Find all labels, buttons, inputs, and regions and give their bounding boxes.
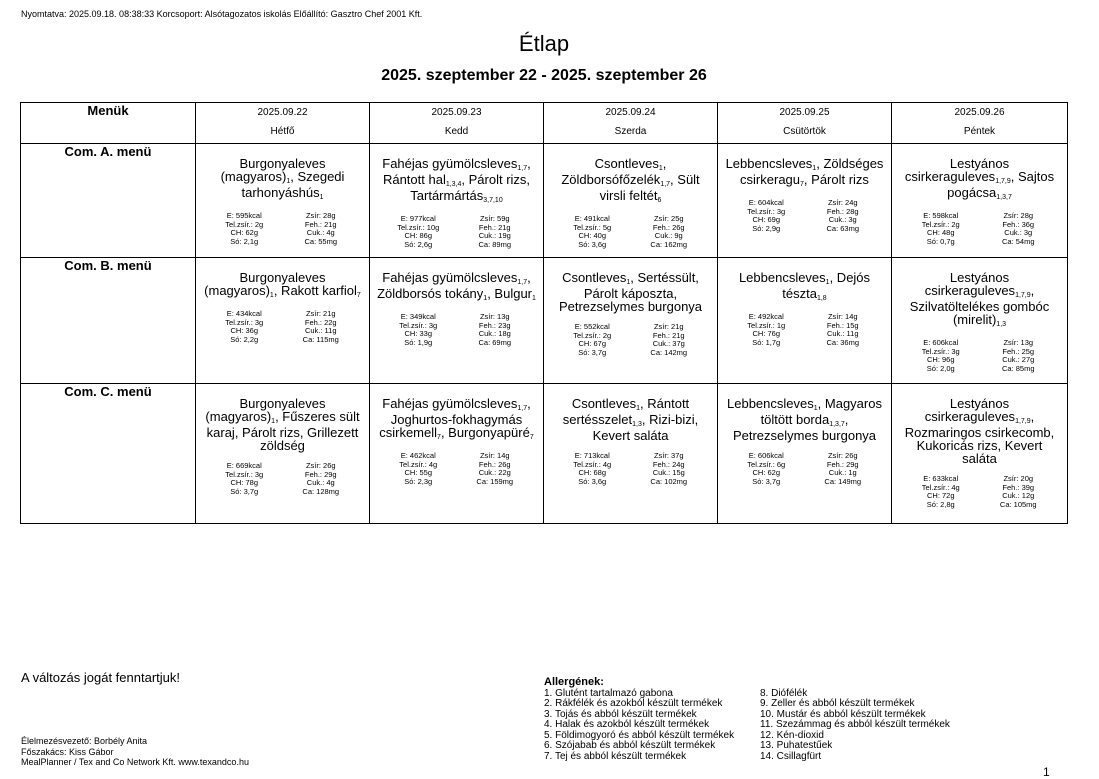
nutrition-value: Feh.: 26g [478, 459, 511, 469]
nutrition-value: Só: 1,9g [404, 337, 433, 347]
dish-name: , Magyaros töltött borda [760, 396, 882, 427]
nutrition-value: E: 606kcal [923, 338, 959, 347]
print-info-line: Nyomtatva: 2025.09.18. 08:38:33 Korcsoport: Alsótagozatos iskolás Előállító: Gasztro Chef 2001 Kft. [21, 9, 423, 19]
allergen-item: 13. Puhatestűek [760, 740, 833, 751]
nutrition-value: Zsír: 14g [827, 312, 858, 321]
dish-name: Csontleves [571, 396, 637, 411]
nutrition-facts [892, 339, 1067, 373]
dish-text [718, 271, 891, 303]
nutrition-value: Zsír: 21g [305, 309, 336, 318]
nutrition-value: Cuk.: 9g [654, 231, 683, 240]
menu-row [21, 384, 1068, 524]
nutrition-value: E: 492kcal [748, 312, 784, 321]
allergen-item: 10. Mustár és abból készült termékek [760, 708, 926, 720]
dish-name: , Sült virsli feltét [599, 172, 700, 203]
nutrition-value: Zsír: 26g [827, 451, 858, 460]
dish-name: Csontleves [562, 270, 627, 285]
dish-text [370, 397, 543, 442]
allergen-codes: 1 [269, 292, 274, 299]
nutrition-value: E: 606kcal [748, 451, 784, 460]
nutrition-facts [544, 323, 717, 357]
dish-text [370, 157, 543, 205]
nutrition-value: Só: 3,6g [578, 476, 607, 486]
nutrition-value: Tel.zsír.: 6g [747, 459, 786, 469]
nutrition-value: E: 595kcal [226, 211, 262, 220]
nutrition-value: Ca: 128mg [302, 486, 340, 496]
nutrition-value: Ca: 85mg [1001, 363, 1035, 373]
allergen-codes: 7 [800, 181, 804, 188]
nutrition-value: Feh.: 15g [826, 320, 859, 330]
nutrition-value: Só: 0,7g [926, 236, 955, 246]
staff-line: Főszakács: Kiss Gábor [21, 746, 114, 757]
nutrition-value: Zsír: 28g [305, 211, 336, 220]
nutrition-facts [196, 212, 369, 246]
day-date: 2025.09.24 [605, 107, 656, 118]
allergen-codes: 1 [813, 405, 818, 412]
dish-name: Lestyános csirkeraguleves [924, 270, 1016, 298]
nutrition-value: E: 349kcal [400, 312, 436, 321]
dish-text [544, 271, 717, 313]
nutrition-value: Zsír: 28g [1003, 211, 1034, 220]
nutrition-value: Tel.zsír.: 10g [397, 222, 440, 232]
nutrition-facts [370, 452, 543, 486]
nutrition-value: CH: 68g [578, 468, 606, 477]
dish-name: , Rizi-bizi, Kevert saláta [592, 412, 699, 443]
nutrition-value: Cuk.: 1g [828, 468, 857, 477]
nutrition-value: Cuk.: 15g [652, 468, 685, 477]
nutrition-value: Feh.: 21g [478, 222, 511, 232]
menu-label: Com. B. menü [21, 258, 196, 384]
nutrition-value: Cuk.: 19g [478, 231, 511, 240]
menu-cell [370, 258, 544, 384]
dish-name: Fahéjas gyümölcsleves [382, 396, 518, 411]
dish-text [370, 271, 543, 303]
allergen-codes: 1,7 [517, 279, 528, 286]
nutrition-value: Cuk.: 3g [1004, 228, 1033, 237]
dish-name: , Párolt rizs, Tartármártás [410, 172, 531, 203]
menu-cell [892, 384, 1068, 524]
dish-name: , Zöldborsós tokány [377, 270, 531, 301]
allergen-codes: 7 [437, 434, 441, 441]
nutrition-value: Feh.: 26g [652, 222, 685, 232]
day-header [370, 103, 544, 144]
allergen-codes: 1,3,4 [445, 181, 462, 188]
allergen-item: 11. Szezámmag és abból készült termékek [760, 719, 950, 730]
allergen-column-right [760, 689, 976, 763]
nutrition-value: Cuk.: 11g [826, 329, 859, 338]
menu-cell [196, 384, 370, 524]
day-date: 2025.09.23 [431, 107, 482, 118]
allergen-codes: 1 [483, 295, 488, 302]
day-header [544, 103, 718, 144]
allergen-codes: 6 [657, 197, 662, 204]
dish-name: , Joghurtos-fokhagymás csirkemell [379, 396, 531, 440]
allergen-item: 1. Glutént tartalmazó gabona [544, 687, 673, 699]
dish-name: , Zöldborsófőzelék [561, 156, 667, 187]
allergen-item: 4. Halak és azokból készült termékek [544, 719, 710, 730]
nutrition-value: CH: 69g [752, 215, 780, 224]
nutrition-value: Cuk.: 11g [304, 326, 337, 335]
allergen-codes: 1 [271, 418, 276, 425]
nutrition-value: E: 434kcal [226, 309, 262, 318]
nutrition-value: Cuk.: 3g [828, 215, 857, 224]
nutrition-value: Cuk.: 4g [306, 478, 335, 487]
dish-name: , Sajtos pogácsa [947, 169, 1055, 200]
allergen-item: 5. Földimogyoró és abból készült termékek [544, 729, 735, 741]
nutrition-value: Tel.zsír.: 3g [921, 346, 960, 356]
nutrition-value: Só: 3,7g [752, 476, 781, 486]
nutrition-value: Ca: 159mg [476, 476, 514, 486]
day-name: Szerda [614, 126, 647, 137]
day-header [196, 103, 370, 144]
nutrition-value: Zsír: 59g [479, 214, 510, 223]
menu-row [21, 258, 1068, 384]
nutrition-value: Zsír: 14g [479, 451, 510, 460]
nutrition-value: Feh.: 29g [826, 459, 859, 469]
nutrition-value: Feh.: 24g [652, 459, 685, 469]
nutrition-value: Cuk.: 27g [1002, 355, 1035, 364]
day-date: 2025.09.26 [954, 107, 1005, 118]
allergen-item: 9. Zeller és abból készült termékek [760, 698, 915, 709]
page-title: Étlap [518, 31, 570, 56]
nutrition-facts [718, 199, 891, 233]
nutrition-value: Cuk.: 37g [652, 339, 685, 348]
allergen-item: 14. Csillagfürt [760, 750, 822, 762]
allergen-codes: 7 [356, 292, 361, 299]
menu-cell [544, 384, 718, 524]
allergen-item: 8. Diófélék [760, 687, 808, 699]
dish-name: , Dejós tészta [782, 270, 871, 301]
day-date: 2025.09.22 [257, 107, 308, 118]
dish-name: , Fűszeres sült karaj, Párolt rizs, Grillezett zöldség [206, 409, 360, 453]
nutrition-value: E: 669kcal [226, 461, 262, 470]
nutrition-value: Feh.: 29g [304, 469, 337, 479]
nutrition-value: CH: 62g [230, 228, 258, 237]
nutrition-value: Tel.zsír.: 4g [573, 459, 612, 469]
nutrition-value: E: 598kcal [923, 211, 959, 220]
nutrition-value: CH: 48g [926, 228, 955, 237]
dish-name: Lebbencsleves [727, 396, 814, 411]
allergen-codes: 1,3,7 [829, 421, 845, 428]
nutrition-value: Tel.zsír.: 3g [225, 317, 264, 327]
dish-text [892, 397, 1067, 465]
nutrition-value: Feh.: 36g [1002, 219, 1035, 229]
day-date: 2025.09.25 [779, 107, 830, 118]
nutrition-value: CH: 36g [230, 326, 258, 335]
nutrition-value: Feh.: 28g [826, 206, 859, 216]
nutrition-value: Só: 3,7g [230, 486, 259, 496]
allergen-item: 3. Tojás és abból készült termékek [544, 708, 697, 720]
nutrition-value: Tel.zsír.: 1g [747, 320, 786, 330]
allergen-item: 12. Kén-dioxid [760, 729, 824, 741]
dish-name: , Rozmaringos csirkecomb, Kukoricás rizs, Kevert saláta [904, 409, 1055, 466]
menu-cell [892, 144, 1068, 258]
dish-name: Burgonyaleves (magyaros) [205, 396, 326, 424]
nutrition-value: CH: 55g [404, 468, 432, 477]
menu-cell [718, 258, 892, 384]
nutrition-value: Ca: 142mg [650, 347, 688, 357]
nutrition-value: Tel.zsír.: 3g [747, 206, 786, 216]
dish-name: , Párolt rizs [803, 172, 869, 187]
allergen-item: 7. Tej és abból készült termékek [544, 750, 687, 762]
nutrition-value: Ca: 55mg [304, 236, 338, 246]
dish-name: , Rántott sertésszelet [562, 396, 690, 427]
nutrition-value: Ca: 89mg [478, 239, 512, 249]
dish-text [892, 157, 1067, 202]
nutrition-value: Só: 2,6g [404, 239, 433, 249]
allergen-codes: 7 [529, 434, 534, 441]
nutrition-value: Zsír: 26g [305, 461, 336, 470]
nutrition-facts [370, 313, 543, 347]
allergen-codes: 1,3 [632, 421, 642, 428]
nutrition-value: Zsír: 20g [1003, 474, 1034, 483]
nutrition-value: Cuk.: 22g [478, 468, 511, 477]
menu-cell [892, 258, 1068, 384]
nutrition-value: CH: 78g [230, 478, 258, 487]
nutrition-value: Zsír: 37g [653, 451, 684, 460]
allergen-codes: 1 [319, 194, 324, 201]
nutrition-value: Tel.zsír.: 4g [921, 482, 960, 492]
dish-name: , Sertéssült, Párolt káposzta, Petrezselymes burgonya [558, 270, 703, 314]
menu-row [21, 144, 1068, 258]
nutrition-value: Ca: 149mg [824, 476, 862, 486]
allergen-codes: 1,7,9 [995, 178, 1011, 185]
day-name: Csütörtök [783, 126, 826, 137]
menu-cell [544, 144, 718, 258]
nutrition-value: Tel.zsír.: 5g [573, 222, 612, 232]
dish-name: , Bulgur [487, 286, 533, 301]
allergen-codes: 1 [658, 165, 663, 172]
allergen-codes: 1,8 [816, 295, 827, 302]
nutrition-value: Zsír: 21g [653, 322, 684, 331]
nutrition-value: Ca: 54mg [1001, 236, 1035, 246]
dish-name: , Zöldséges csirkeragu [740, 156, 884, 187]
nutrition-value: Cuk.: 18g [478, 329, 511, 338]
nutrition-value: CH: 67g [578, 339, 606, 348]
allergen-codes: 1 [636, 405, 641, 412]
nutrition-value: CH: 62g [752, 468, 780, 477]
nutrition-value: Ca: 36mg [826, 337, 860, 347]
nutrition-facts [544, 452, 717, 486]
menu-label: Com. C. menü [21, 384, 196, 524]
nutrition-value: Só: 2,1g [230, 236, 259, 246]
nutrition-value: Tel.zsír.: 3g [225, 469, 264, 479]
allergen-legend [544, 677, 976, 762]
allergen-item: 2. Rákfélék és azokból készült termékek [544, 698, 723, 709]
nutrition-value: Tel.zsír.: 3g [399, 320, 438, 330]
nutrition-value: E: 713kcal [574, 451, 610, 460]
day-name: Kedd [444, 126, 469, 137]
nutrition-facts [892, 212, 1067, 246]
dish-name: , Rakott karfiol [273, 283, 357, 298]
dish-name: , Szilvatöltelékes gombóc (mirelit) [909, 283, 1050, 327]
allergen-codes: 1 [812, 165, 817, 172]
allergen-codes: 1,7 [660, 181, 671, 188]
nutrition-value: Zsír: 25g [653, 214, 684, 223]
nutrition-facts [892, 475, 1067, 509]
nutrition-value: Só: 2,0g [926, 363, 955, 373]
nutrition-value: Tel.zsír.: 2g [573, 330, 612, 340]
allergen-column-left [544, 689, 760, 763]
change-notice: A változás jogát fenntartjuk! [21, 670, 180, 685]
dish-text [544, 397, 717, 442]
dish-name: , Petrezselymes burgonya [732, 412, 877, 443]
nutrition-value: Feh.: 21g [652, 330, 685, 340]
nutrition-value: Só: 2,3g [404, 476, 433, 486]
nutrition-value: Ca: 105mg [999, 499, 1037, 509]
dish-name: , Szegedi tarhonyáshús [241, 169, 345, 200]
nutrition-facts [196, 310, 369, 344]
nutrition-value: Feh.: 23g [478, 320, 511, 330]
nutrition-value: CH: 86g [404, 231, 432, 240]
dish-text [196, 271, 369, 300]
nutrition-value: Só: 3,7g [578, 347, 607, 357]
dish-name: Lebbencsleves [725, 156, 813, 171]
dish-text [544, 157, 717, 205]
dish-name: Lestyános csirkeraguleves [924, 396, 1016, 424]
nutrition-value: CH: 96g [926, 355, 955, 364]
allergen-codes: 1 [626, 279, 631, 286]
table-header-row [21, 103, 1068, 144]
nutrition-value: Ca: 102mg [650, 476, 688, 486]
dish-text [196, 397, 369, 452]
menu-cell [718, 384, 892, 524]
allergen-codes: 1,7 [517, 165, 528, 172]
day-name: Péntek [963, 126, 996, 137]
nutrition-value: CH: 33g [404, 329, 432, 338]
allergen-item: 6. Szójabab és abból készült termékek [544, 740, 716, 751]
allergen-codes: 1,7,9 [1015, 292, 1031, 299]
nutrition-facts [544, 215, 717, 249]
dish-text [718, 397, 891, 442]
nutrition-value: Ca: 69mg [478, 337, 512, 347]
nutrition-value: Feh.: 21g [304, 219, 337, 229]
nutrition-value: Só: 2,8g [926, 499, 955, 509]
staff-info [21, 736, 249, 768]
nutrition-value: Só: 3,6g [578, 239, 607, 249]
nutrition-value: E: 604kcal [748, 198, 784, 207]
nutrition-value: Cuk.: 12g [1002, 491, 1035, 500]
day-name: Hétfő [270, 126, 295, 137]
nutrition-value: CH: 40g [578, 231, 606, 240]
dish-name: , Rántott hal [382, 156, 531, 187]
nutrition-value: E: 491kcal [574, 214, 610, 223]
allergen-title: Allergének: [544, 676, 604, 688]
dish-text [718, 157, 891, 189]
nutrition-value: E: 552kcal [574, 322, 610, 331]
menu-cell [196, 144, 370, 258]
dish-text [196, 157, 369, 202]
allergen-codes: 3,7,10 [483, 197, 503, 204]
menu-cell [370, 384, 544, 524]
nutrition-value: Só: 1,7g [752, 337, 781, 347]
nutrition-value: Zsír: 13g [479, 312, 510, 321]
allergen-codes: 1,7 [517, 405, 528, 412]
nutrition-value: Tel.zsír.: 4g [399, 459, 438, 469]
day-header [892, 103, 1068, 144]
menu-cell [196, 258, 370, 384]
nutrition-facts [370, 215, 543, 249]
dish-name: Burgonyaleves (magyaros) [220, 156, 326, 184]
nutrition-value: CH: 76g [752, 329, 780, 338]
nutrition-value: Só: 2,2g [230, 334, 259, 344]
page-number: 1 [1043, 765, 1050, 779]
allergen-codes: 1,7,9 [1015, 418, 1031, 425]
allergen-codes: 1 [825, 279, 830, 286]
nutrition-value: E: 462kcal [400, 451, 436, 460]
allergen-codes: 1 [286, 178, 291, 185]
dish-name: Fahéjas gyümölcsleves [382, 156, 518, 171]
nutrition-value: E: 633kcal [923, 474, 959, 483]
nutrition-value: E: 977kcal [400, 214, 436, 223]
menus-header: Menük [21, 103, 196, 144]
menu-label: Com. A. menü [21, 144, 196, 258]
nutrition-value: Zsír: 24g [827, 198, 858, 207]
dish-name: Csontleves [594, 156, 659, 171]
nutrition-value: Tel.zsír.: 2g [921, 219, 960, 229]
nutrition-value: Só: 2,9g [752, 223, 781, 233]
dish-name: , Burgonyapüré [440, 425, 530, 440]
dish-name: Burgonyaleves (magyaros) [204, 270, 326, 298]
dish-name: Fahéjas gyümölcsleves [382, 270, 518, 285]
nutrition-value: CH: 72g [926, 491, 955, 500]
day-header [718, 103, 892, 144]
dish-name: Lebbencsleves [738, 270, 826, 285]
nutrition-facts [718, 313, 891, 347]
nutrition-value: Tel.zsír.: 2g [225, 219, 264, 229]
nutrition-facts [718, 452, 891, 486]
nutrition-value: Feh.: 25g [1002, 346, 1035, 356]
staff-line: MealPlanner / Tex and Co Network Kft. www.texandco.hu [21, 757, 249, 767]
menu-cell [544, 258, 718, 384]
dish-text [892, 271, 1067, 329]
nutrition-value: Ca: 162mg [650, 239, 688, 249]
nutrition-value: Ca: 115mg [302, 334, 339, 344]
nutrition-value: Feh.: 22g [304, 317, 337, 327]
nutrition-facts [196, 462, 369, 496]
staff-line: Élelmezésvezető: Borbély Anita [21, 736, 148, 746]
nutrition-value: Ca: 63mg [826, 223, 860, 233]
nutrition-value: Cuk.: 4g [306, 228, 335, 237]
menu-cell [718, 144, 892, 258]
nutrition-value: Feh.: 39g [1002, 482, 1035, 492]
allergen-codes: 1 [532, 295, 536, 302]
allergen-codes: 1,3,7 [996, 194, 1012, 201]
dish-name: Lestyános csirkeraguleves [904, 156, 1010, 184]
menu-table [20, 102, 1068, 524]
menu-cell [370, 144, 544, 258]
date-range-subtitle: 2025. szeptember 22 - 2025. szeptember 26 [381, 67, 707, 84]
allergen-codes: 1,3 [996, 321, 1007, 328]
nutrition-value: Zsír: 13g [1003, 338, 1034, 347]
